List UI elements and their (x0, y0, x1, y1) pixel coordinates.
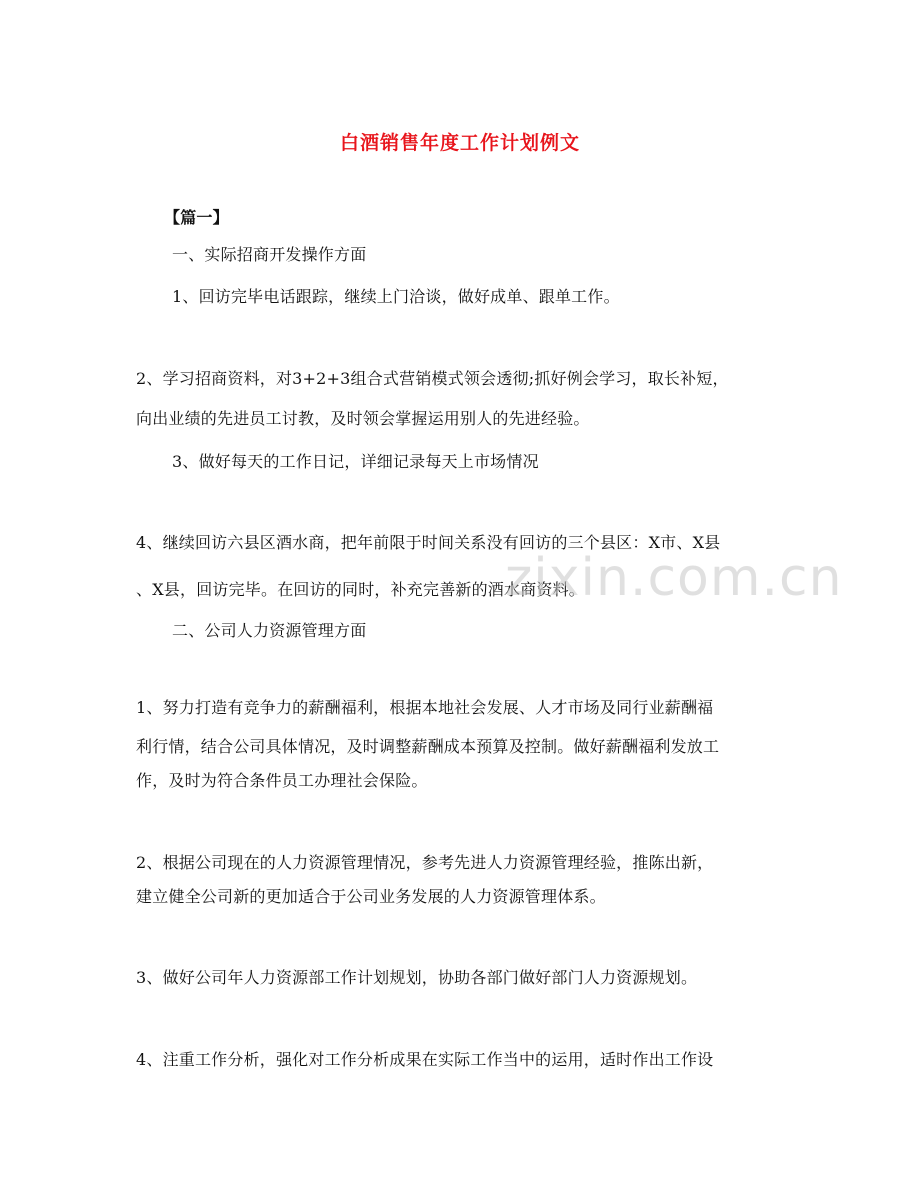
paragraph-line: 1、努力打造有竞争力的薪酬福利，根据本地社会发展、人才市场及同行业薪酬福 (136, 698, 714, 717)
paragraph-line: 利行情，结合公司具体情况，及时调整薪酬成本预算及控制。做好薪酬福利发放工 (136, 737, 720, 756)
paragraph-line: 3、做好每天的工作日记，详细记录每天上市场情况 (172, 452, 539, 471)
paragraph-line: 4、继续回访六县区酒水商，把年前限于时间关系没有回访的三个县区：X市、X县 (136, 533, 721, 552)
paragraph-line: 、X县，回访完毕。在回访的同时，补充完善新的酒水商资料。 (136, 580, 585, 599)
heading-hr-management: 二、公司人力资源管理方面 (172, 621, 367, 640)
document-title: 白酒销售年度工作计划例文 (339, 132, 580, 154)
paragraph-line: 作，及时为符合条件员工办理社会保险。 (136, 771, 428, 790)
paragraph-line: 向出业绩的先进员工讨教，及时领会掌握运用别人的先进经验。 (136, 409, 590, 428)
watermark: zixin.com.cn (505, 548, 843, 608)
paragraph-line: 3、做好公司年人力资源部工作计划规划，协助各部门做好部门人力资源规划。 (136, 968, 698, 987)
section-heading-part-one: 【篇一】 (164, 208, 229, 227)
heading-investment-development: 一、实际招商开发操作方面 (172, 245, 367, 264)
paragraph-line: 4、注重工作分析，强化对工作分析成果在实际工作当中的运用，适时作出工作设 (136, 1050, 714, 1069)
paragraph-line: 1、回访完毕电话跟踪，继续上门洽谈，做好成单、跟单工作。 (172, 287, 620, 306)
paragraph-line: 建立健全公司新的更加适合于公司业务发展的人力资源管理体系。 (136, 887, 606, 906)
paragraph-line: 2、学习招商资料，对3+2+3组合式营销模式领会透彻;抓好例会学习，取长补短， (136, 369, 729, 388)
paragraph-line: 2、根据公司现在的人力资源管理情况，参考先进人力资源管理经验，推陈出新， (136, 853, 714, 872)
